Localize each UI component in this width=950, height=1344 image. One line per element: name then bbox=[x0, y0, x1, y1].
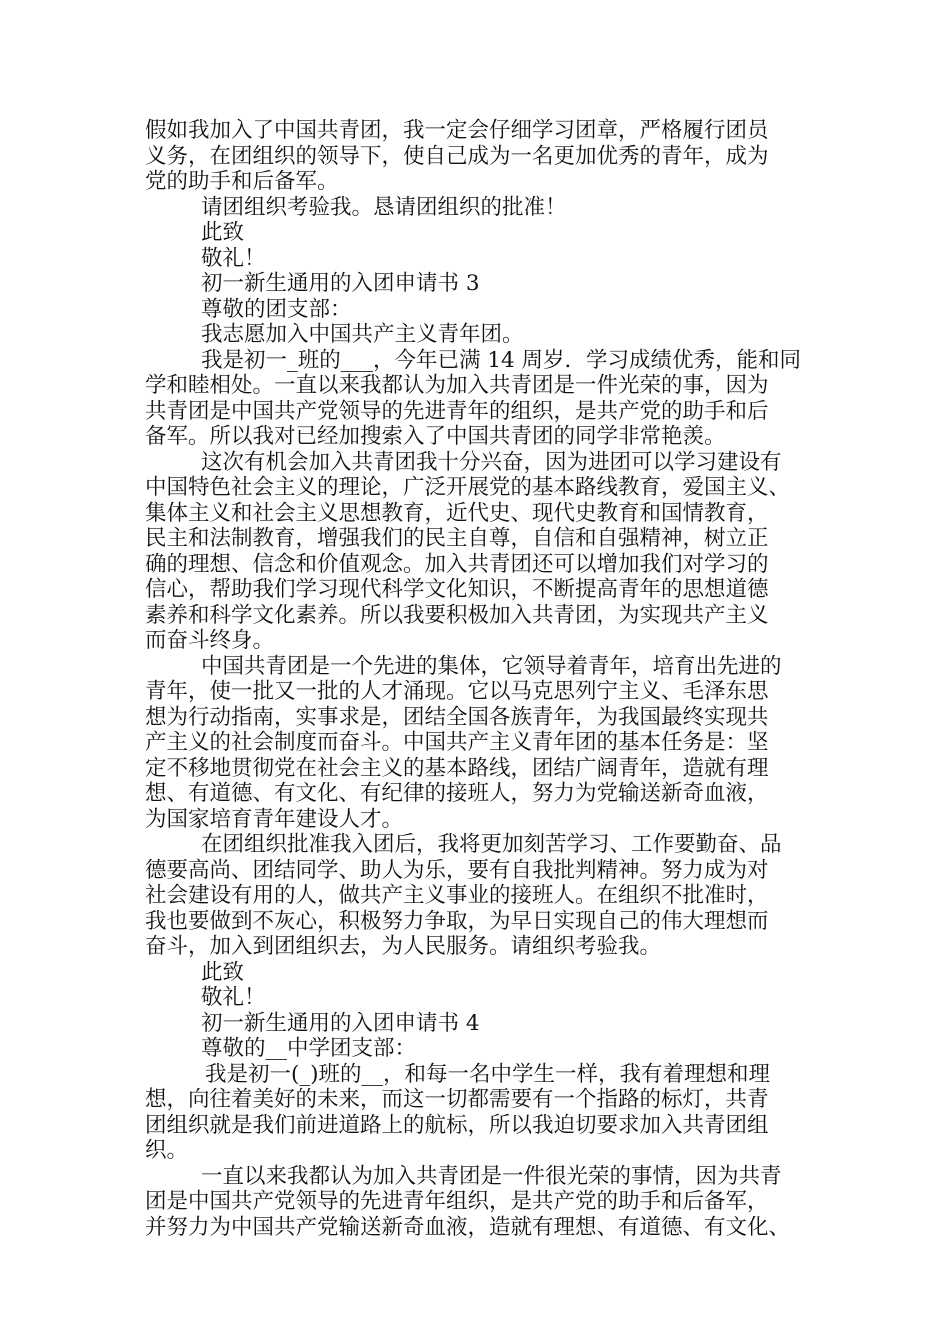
text-line: 团组织就是我们前进道路上的航标，所以我迫切要求加入共青团组 bbox=[145, 1112, 769, 1138]
text-line: 这次有机会加入共青团我十分兴奋，因为进团可以学习建设有 bbox=[201, 449, 782, 475]
text-line: 社会建设有用的人，做共产主义事业的接班人。在组织不批准时， bbox=[145, 883, 769, 908]
text-line: 织。 bbox=[145, 1138, 189, 1163]
text-line: 敬礼！ bbox=[201, 985, 266, 1010]
text-line: 青年，使一批又一批的人才涌现。它以马克思列宁主义、毛泽东思 bbox=[145, 679, 769, 704]
text-line: 党的助手和后备军。 bbox=[145, 169, 339, 194]
text-line: 定不移地贯彻党在社会主义的基本路线，团结广阔青年，造就有理 bbox=[145, 755, 769, 781]
text-line: 请团组织考验我。恳请团组织的批准！ bbox=[201, 194, 567, 220]
text-line: 敬礼！ bbox=[201, 245, 266, 271]
text-line: 此致 bbox=[201, 959, 245, 985]
text-line: 想，向往着美好的未来，而这一切都需要有一个指路的标灯，共青 bbox=[145, 1087, 769, 1112]
document-body bbox=[145, 118, 817, 1240]
text-line: 尊敬的团支部： bbox=[201, 296, 352, 322]
text-line: 为国家培育青年建设人才。 bbox=[145, 806, 404, 832]
text-line: 民主和法制教育，增强我们的民主自尊，自信和自强精神，树立正 bbox=[145, 526, 769, 551]
text-line: 我也要做到不灰心，积极努力争取，为早日实现自己的伟大理想而 bbox=[145, 908, 769, 934]
text-line: 义务，在团组织的领导下，使自己成为一名更加优秀的青年，成为 bbox=[145, 143, 769, 169]
text-line: 素养和科学文化素养。所以我要积极加入共青团，为实现共产主义 bbox=[145, 602, 769, 628]
text-line: 信心，帮助我们学习现代科学文化知识，不断提高青年的思想道德 bbox=[145, 577, 769, 602]
text-line: 尊敬的__中学团支部： bbox=[201, 1036, 417, 1061]
text-line: 产主义的社会制度而奋斗。中国共产主义青年团的基本任务是：坚 bbox=[145, 730, 769, 755]
text-line: 奋斗，加入到团组织去，为人民服务。请组织考验我。 bbox=[145, 934, 662, 959]
text-line: 备军。所以我对已经加搜索入了中国共青团的同学非常艳羡。 bbox=[145, 424, 726, 449]
text-line: 确的理想、信念和价值观念。加入共青团还可以增加我们对学习的 bbox=[145, 551, 769, 577]
text-line: 学和睦相处。一直以来我都认为加入共青团是一件光荣的事，因为 bbox=[145, 373, 769, 398]
text-line: 团是中国共产党领导的先进青年组织，是共产党的助手和后备军， bbox=[145, 1189, 769, 1214]
text-line: 中国共青团是一个先进的集体，它领导着青年，培育出先进的 bbox=[201, 653, 782, 679]
text-line: 此致 bbox=[201, 220, 245, 245]
text-line: 我志愿加入中国共产主义青年团。 bbox=[201, 322, 524, 347]
text-line: 中国特色社会主义的理论，广泛开展党的基本路线教育，爱国主义、 bbox=[145, 475, 791, 500]
text-line: 而奋斗终身。 bbox=[145, 628, 275, 653]
text-line: 并努力为中国共产党输送新奇血液，造就有理想、有道德、有文化、 bbox=[145, 1214, 791, 1240]
text-line: 共青团是中国共产党领导的先进青年的组织，是共产党的助手和后 bbox=[145, 398, 769, 424]
text-line: 初一新生通用的入团申请书 3 bbox=[201, 271, 480, 296]
text-line: 集体主义和社会主义思想教育，近代史、现代史教育和国情教育， bbox=[145, 500, 769, 526]
text-line: 想、有道德、有文化、有纪律的接班人，努力为党输送新奇血液， bbox=[145, 781, 769, 806]
text-line: 我是初一_班的___，今年已满 14 周岁．学习成绩优秀，能和同 bbox=[201, 347, 802, 373]
text-line: 假如我加入了中国共青团，我一定会仔细学习团章，严格履行团员 bbox=[145, 118, 769, 143]
text-line: 德要高尚、团结同学、助人为乐，要有自我批判精神。努力成为对 bbox=[145, 857, 769, 883]
text-line: 我是初一(_)班的__，和每一名中学生一样，我有着理想和理 bbox=[205, 1061, 771, 1087]
text-line: 想为行动指南，实事求是，团结全国各族青年，为我国最终实现共 bbox=[145, 704, 769, 730]
text-line: 初一新生通用的入团申请书 4 bbox=[201, 1010, 480, 1036]
text-line: 在团组织批准我入团后，我将更加刻苦学习、工作要勤奋、品 bbox=[201, 832, 782, 857]
text-line: 一直以来我都认为加入共青团是一件很光荣的事情，因为共青 bbox=[201, 1163, 782, 1189]
